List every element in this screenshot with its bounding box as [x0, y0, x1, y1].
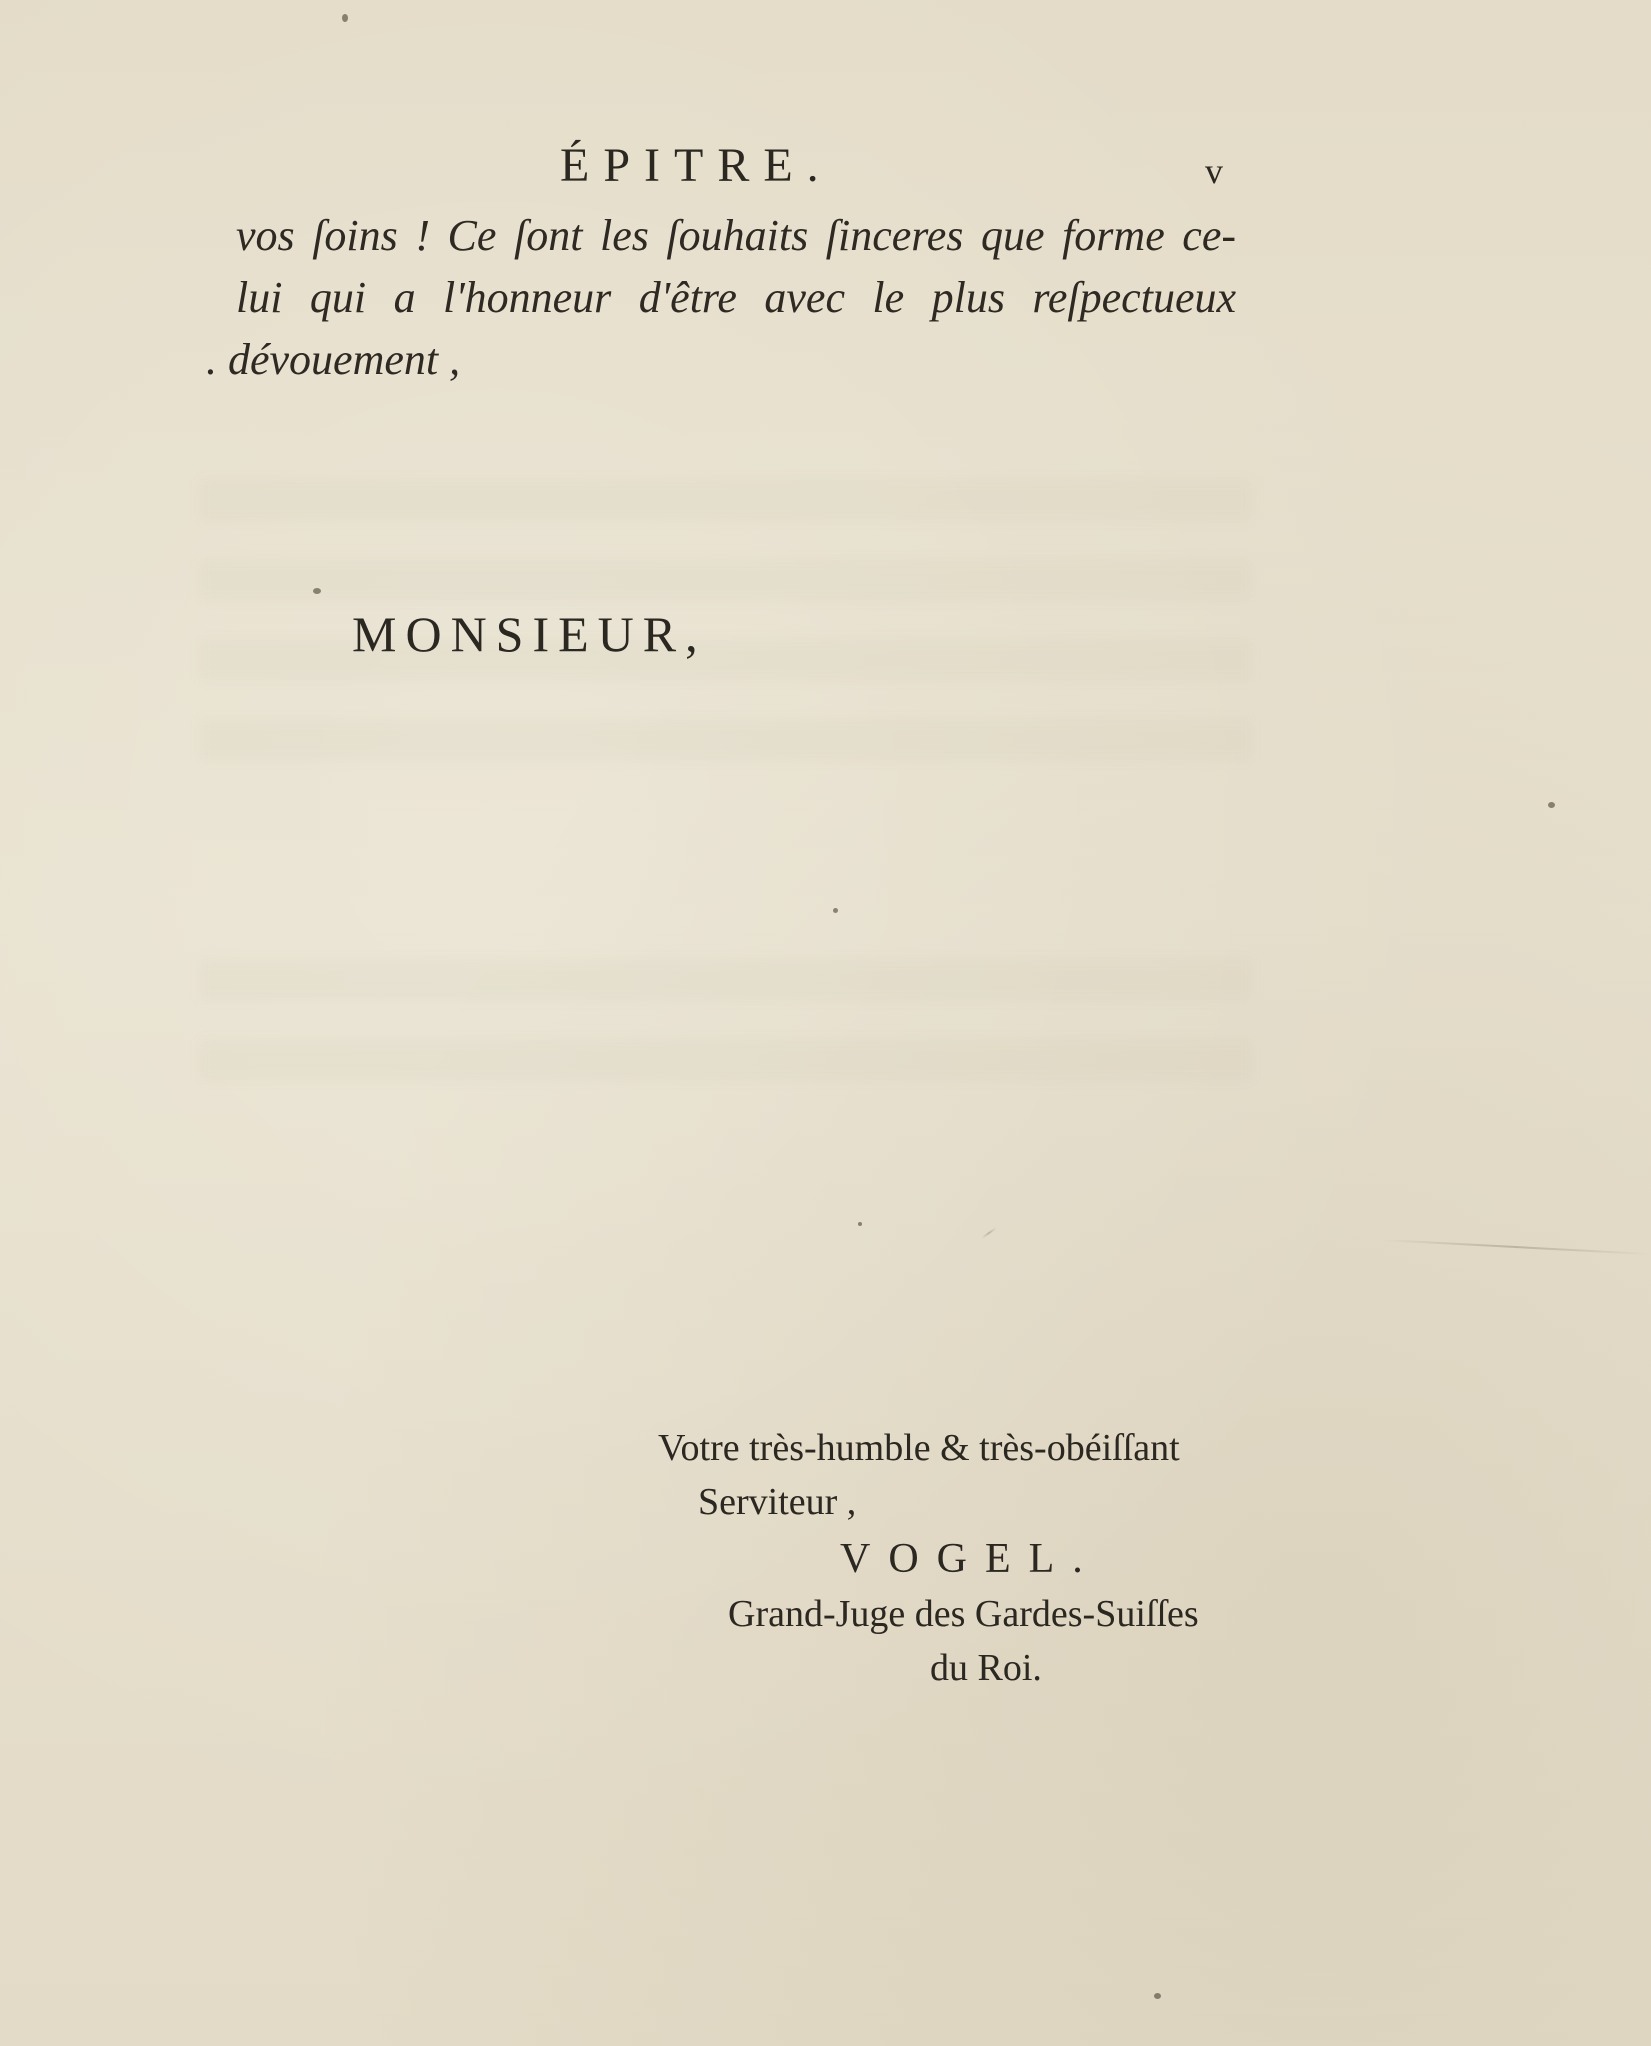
show-through: [200, 960, 1251, 1000]
body-text: [206, 205, 1236, 391]
paper-speck: [342, 14, 348, 22]
signer-title: Grand-Juge des Gardes-Suiſſes: [728, 1593, 1199, 1635]
signer-name: VOGEL.: [840, 1536, 1101, 1582]
body-line: lui qui a l'honneur d'être avec le plus reſpectueux: [236, 273, 1236, 322]
paper-speck: [1548, 802, 1555, 808]
body-line: vos ſoins ! Ce ſont les ſouhaits ſinceres que forme ce-: [236, 211, 1236, 260]
show-through: [200, 560, 1251, 600]
page-number: v: [1205, 151, 1223, 191]
paper-speck: [858, 1222, 862, 1226]
body-line: . dévouement ,: [206, 335, 461, 384]
running-head: ÉPITRE.: [560, 139, 833, 192]
paper-crease: [981, 1227, 997, 1239]
signer-title: du Roi.: [930, 1647, 1042, 1689]
show-through: [200, 720, 1251, 760]
show-through: [200, 1040, 1251, 1080]
paper-crease: [1380, 1239, 1651, 1255]
paper-speck: [833, 908, 838, 913]
closing-line: Votre très-humble & très-obéiſſant: [658, 1427, 1180, 1469]
closing-line: Serviteur ,: [698, 1481, 857, 1523]
salutation: MONSIEUR,: [352, 606, 707, 662]
paper-speck: [313, 588, 321, 594]
paper-speck: [1154, 1993, 1161, 1999]
show-through: [200, 480, 1251, 520]
